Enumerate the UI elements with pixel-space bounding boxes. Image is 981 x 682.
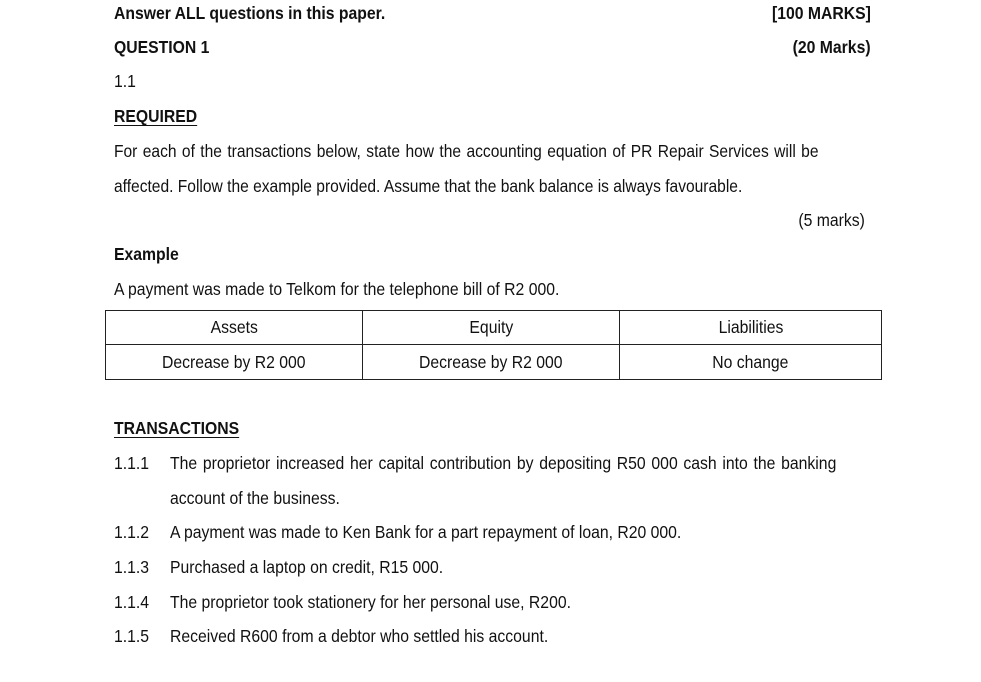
table-header-liabilities: Liabilities [620,311,882,345]
table-cell-liabilities: No change [620,345,882,380]
transaction-number: 1.1.2 [114,522,150,542]
transaction-text-continued: account of the business. [170,488,340,508]
example-description: A payment was made to Telkom for the telephone bill of R2 000. [114,279,560,299]
instruction-line-2: affected. Follow the example provided. Assume that the bank balance is always favourable. [114,176,743,196]
transaction-text: The proprietor increased her capital contribution by depositing R50 000 cash into the banking [170,453,837,473]
transactions-heading: TRANSACTIONS [114,418,240,438]
table-header-equity: Equity [363,311,620,345]
question-number: 1.1 [114,71,136,91]
exam-instruction: Answer ALL questions in this paper. [114,3,386,23]
table-row [106,345,882,380]
instruction-line-1: For each of the transactions below, state how the accounting equation of PR Repair Services will be [114,141,819,161]
transaction-text: The proprietor took stationery for her personal use, R200. [170,592,571,612]
transaction-text: A payment was made to Ken Bank for a part repayment of loan, R20 000. [170,522,682,542]
question-marks: (20 Marks) [793,37,871,57]
transaction-number: 1.1.1 [114,453,150,473]
example-heading: Example [114,244,179,264]
transaction-text: Received R600 from a debtor who settled his account. [170,626,549,646]
transaction-number: 1.1.3 [114,557,150,577]
required-heading: REQUIRED [114,106,198,126]
transaction-text: Purchased a laptop on credit, R15 000. [170,557,444,577]
transaction-number: 1.1.4 [114,592,150,612]
sub-marks: (5 marks) [798,210,865,230]
table-header-assets: Assets [106,311,363,345]
transaction-number: 1.1.5 [114,626,150,646]
table-cell-assets: Decrease by R2 000 [106,345,363,380]
question-title: QUESTION 1 [114,37,210,57]
total-marks: [100 MARKS] [772,3,871,23]
table-cell-equity: Decrease by R2 000 [363,345,620,380]
table-header-row [106,311,882,345]
example-table [105,310,882,380]
